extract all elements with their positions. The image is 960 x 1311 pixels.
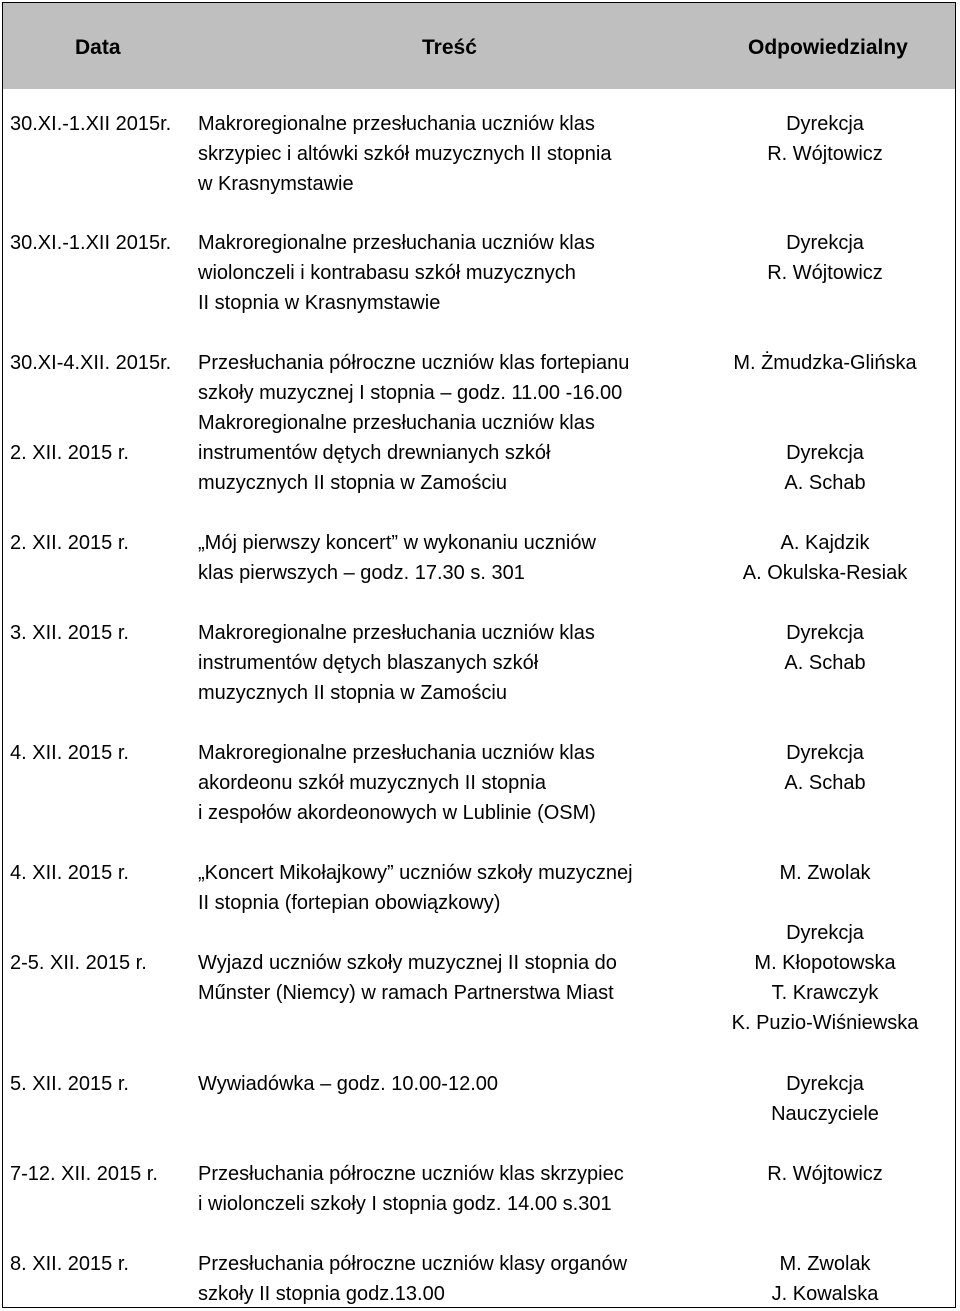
- content-line: II stopnia (fortepian obowiązkowy): [198, 892, 501, 914]
- row-date: 2-5. XII. 2015 r.: [10, 952, 147, 974]
- content-line: akordeonu szkół muzycznych II stopnia: [198, 772, 546, 794]
- content-line: Wywiadówka – godz. 10.00-12.00: [198, 1073, 498, 1095]
- row-responsible: [700, 1249, 950, 1309]
- content-line: instrumentów dętych blaszanych szkół: [198, 652, 539, 674]
- responsible-line: Dyrekcja: [786, 113, 864, 135]
- content-line: Wyjazd uczniów szkoły muzycznej II stopnia do: [198, 952, 617, 974]
- row-date: 2. XII. 2015 r.: [10, 442, 129, 464]
- responsible-line: J. Kowalska: [771, 1283, 879, 1305]
- content-line: Makroregionalne przesłuchania uczniów klas: [198, 412, 595, 434]
- responsible-line: Nauczyciele: [771, 1103, 879, 1125]
- responsible-line: Dyrekcja: [786, 922, 864, 944]
- content-line: i wiolonczeli szkoły I stopnia godz. 14.00 s.301: [198, 1193, 612, 1215]
- content-line: Makroregionalne przesłuchania uczniów klas: [198, 622, 595, 644]
- row-date: 4. XII. 2015 r.: [10, 862, 129, 884]
- content-line: II stopnia w Krasnymstawie: [198, 292, 441, 314]
- row-content: [198, 109, 698, 199]
- row-responsible: [700, 858, 950, 888]
- content-line: w Krasnymstawie: [198, 173, 354, 195]
- responsible-line: M. Zwolak: [779, 1253, 871, 1275]
- content-line: Przesłuchania półroczne uczniów klasy organów: [198, 1253, 628, 1275]
- content-line: Makroregionalne przesłuchania uczniów klas: [198, 742, 595, 764]
- responsible-line: A. Schab: [784, 652, 866, 674]
- row-date: 30.XI.-1.XII 2015r.: [10, 113, 172, 135]
- content-line: Przesłuchania półroczne uczniów klas skrzypiec: [198, 1163, 624, 1185]
- row-responsible: [700, 918, 950, 1038]
- content-line: instrumentów dętych drewnianych szkół: [198, 442, 551, 464]
- header-responsible: Odpowiedzialny: [748, 36, 908, 59]
- content-line: muzycznych II stopnia w Zamościu: [198, 682, 507, 704]
- row-responsible: [700, 618, 950, 678]
- row-date: 3. XII. 2015 r.: [10, 622, 129, 644]
- row-date: 8. XII. 2015 r.: [10, 1253, 129, 1275]
- content-line: Przesłuchania półroczne uczniów klas fortepianu: [198, 352, 630, 374]
- responsible-line: Dyrekcja: [786, 622, 864, 644]
- row-date: 30.XI-4.XII. 2015r.: [10, 352, 172, 374]
- responsible-line: Dyrekcja: [786, 442, 864, 464]
- table-header: [3, 3, 955, 89]
- content-line: Műnster (Niemcy) w ramach Partnerstwa Miast: [198, 982, 614, 1004]
- content-line: muzycznych II stopnia w Zamościu: [198, 472, 507, 494]
- row-content: [198, 858, 698, 918]
- responsible-line: Dyrekcja: [786, 742, 864, 764]
- row-content: [198, 1249, 698, 1309]
- row-responsible: [700, 109, 950, 169]
- responsible-line: M. Żmudzka-Glińska: [733, 352, 917, 374]
- row-content: [198, 228, 698, 318]
- content-line: skrzypiec i altówki szkół muzycznych II stopnia: [198, 143, 612, 165]
- responsible-line: T. Krawczyk: [771, 982, 879, 1004]
- row-responsible: [700, 348, 950, 378]
- content-line: „Mój pierwszy koncert” w wykonaniu uczniów: [198, 532, 596, 554]
- responsible-line: A. Okulska-Resiak: [742, 562, 908, 584]
- row-responsible: [700, 228, 950, 288]
- responsible-line: R. Wójtowicz: [767, 262, 883, 284]
- content-line: Makroregionalne przesłuchania uczniów klas: [198, 232, 595, 254]
- responsible-line: Dyrekcja: [786, 232, 864, 254]
- content-line: wiolonczeli i kontrabasu szkół muzycznych: [198, 262, 576, 284]
- responsible-line: Dyrekcja: [786, 1073, 864, 1095]
- content-line: Makroregionalne przesłuchania uczniów klas: [198, 113, 595, 135]
- responsible-line: K. Puzio-Wiśniewska: [731, 1012, 919, 1034]
- content-line: szkoły muzycznej I stopnia – godz. 11.00 -16.00: [198, 382, 623, 404]
- row-content: [198, 348, 698, 408]
- responsible-line: R. Wójtowicz: [767, 143, 883, 165]
- row-content: [198, 948, 698, 1008]
- row-content: [198, 1159, 698, 1219]
- row-date: 2. XII. 2015 r.: [10, 532, 129, 554]
- row-content: [198, 1069, 698, 1099]
- responsible-line: R. Wójtowicz: [767, 1163, 883, 1185]
- header-date: Data: [75, 36, 121, 59]
- row-content: [198, 618, 698, 708]
- content-line: i zespołów akordeonowych w Lublinie (OSM): [198, 802, 596, 824]
- header-content: Treść: [422, 36, 477, 59]
- row-content: [198, 528, 698, 588]
- row-date: 7-12. XII. 2015 r.: [10, 1163, 158, 1185]
- row-responsible: [700, 1069, 950, 1129]
- content-line: „Koncert Mikołajkowy” uczniów szkoły muzycznej: [198, 862, 633, 884]
- responsible-line: M. Zwolak: [779, 862, 871, 884]
- responsible-line: A. Schab: [784, 772, 866, 794]
- content-line: szkoły II stopnia godz.13.00: [198, 1283, 445, 1305]
- content-line: klas pierwszych – godz. 17.30 s. 301: [198, 562, 525, 584]
- row-date: 5. XII. 2015 r.: [10, 1073, 129, 1095]
- responsible-line: M. Kłopotowska: [754, 952, 896, 974]
- row-responsible: [700, 1159, 950, 1189]
- row-content: [198, 408, 698, 498]
- row-responsible: [700, 438, 950, 498]
- row-date: 30.XI.-1.XII 2015r.: [10, 232, 172, 254]
- row-content: [198, 738, 698, 828]
- row-responsible: [700, 738, 950, 798]
- row-date: 4. XII. 2015 r.: [10, 742, 129, 764]
- responsible-line: A. Schab: [784, 472, 866, 494]
- responsible-line: A. Kajdzik: [780, 532, 870, 554]
- row-responsible: [700, 528, 950, 588]
